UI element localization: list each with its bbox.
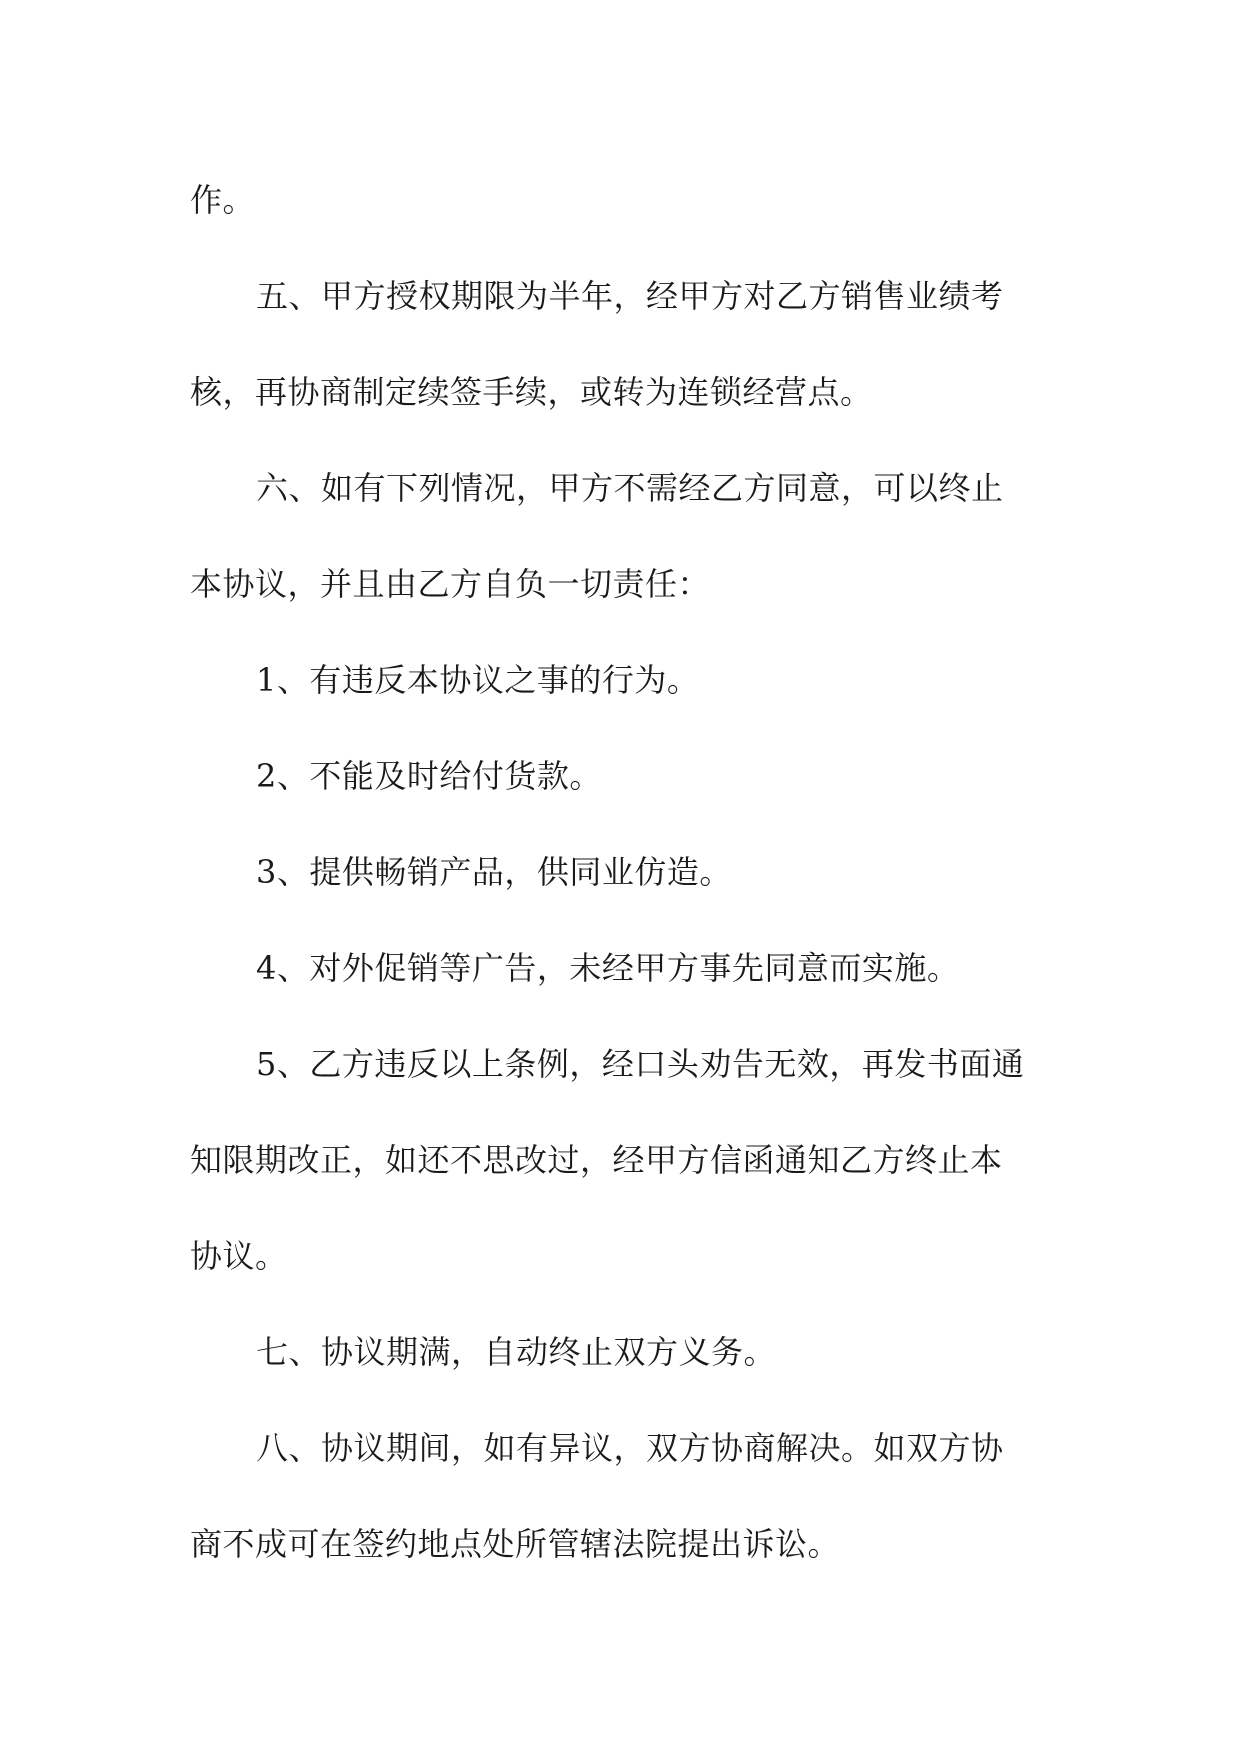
- list-item-5: 5、乙方违反以上条例，经口头劝告无效，再发书面通: [256, 1045, 1025, 1083]
- clause-5: 五、甲方授权期限为半年，经甲方对乙方销售业绩考: [256, 277, 1004, 315]
- clause-6: 六、如有下列情况，甲方不需经乙方同意，可以终止: [256, 469, 1004, 507]
- list-item-1: 1、有违反本协议之事的行为。: [256, 661, 700, 699]
- list-item-4: 4、对外促销等广告，未经甲方事先同意而实施。: [256, 949, 960, 987]
- text-line: 本协议，并且由乙方自负一切责任：: [190, 565, 711, 603]
- text-line: 知限期改正，如还不思改过，经甲方信函通知乙方终止本: [190, 1141, 1003, 1179]
- text-line: 协议。: [190, 1237, 288, 1275]
- clause-8: 八、协议期间，如有异议，双方协商解决。如双方协: [256, 1429, 1004, 1467]
- text-line: 作。: [190, 181, 256, 219]
- text-line: 商不成可在签约地点处所管辖法院提出诉讼。: [190, 1525, 841, 1563]
- list-item-3: 3、提供畅销产品，供同业仿造。: [256, 853, 732, 891]
- list-item-2: 2、不能及时给付货款。: [256, 757, 602, 795]
- clause-7: 七、协议期满，自动终止双方义务。: [256, 1333, 777, 1371]
- text-line: 核，再协商制定续签手续，或转为连锁经营点。: [190, 373, 873, 411]
